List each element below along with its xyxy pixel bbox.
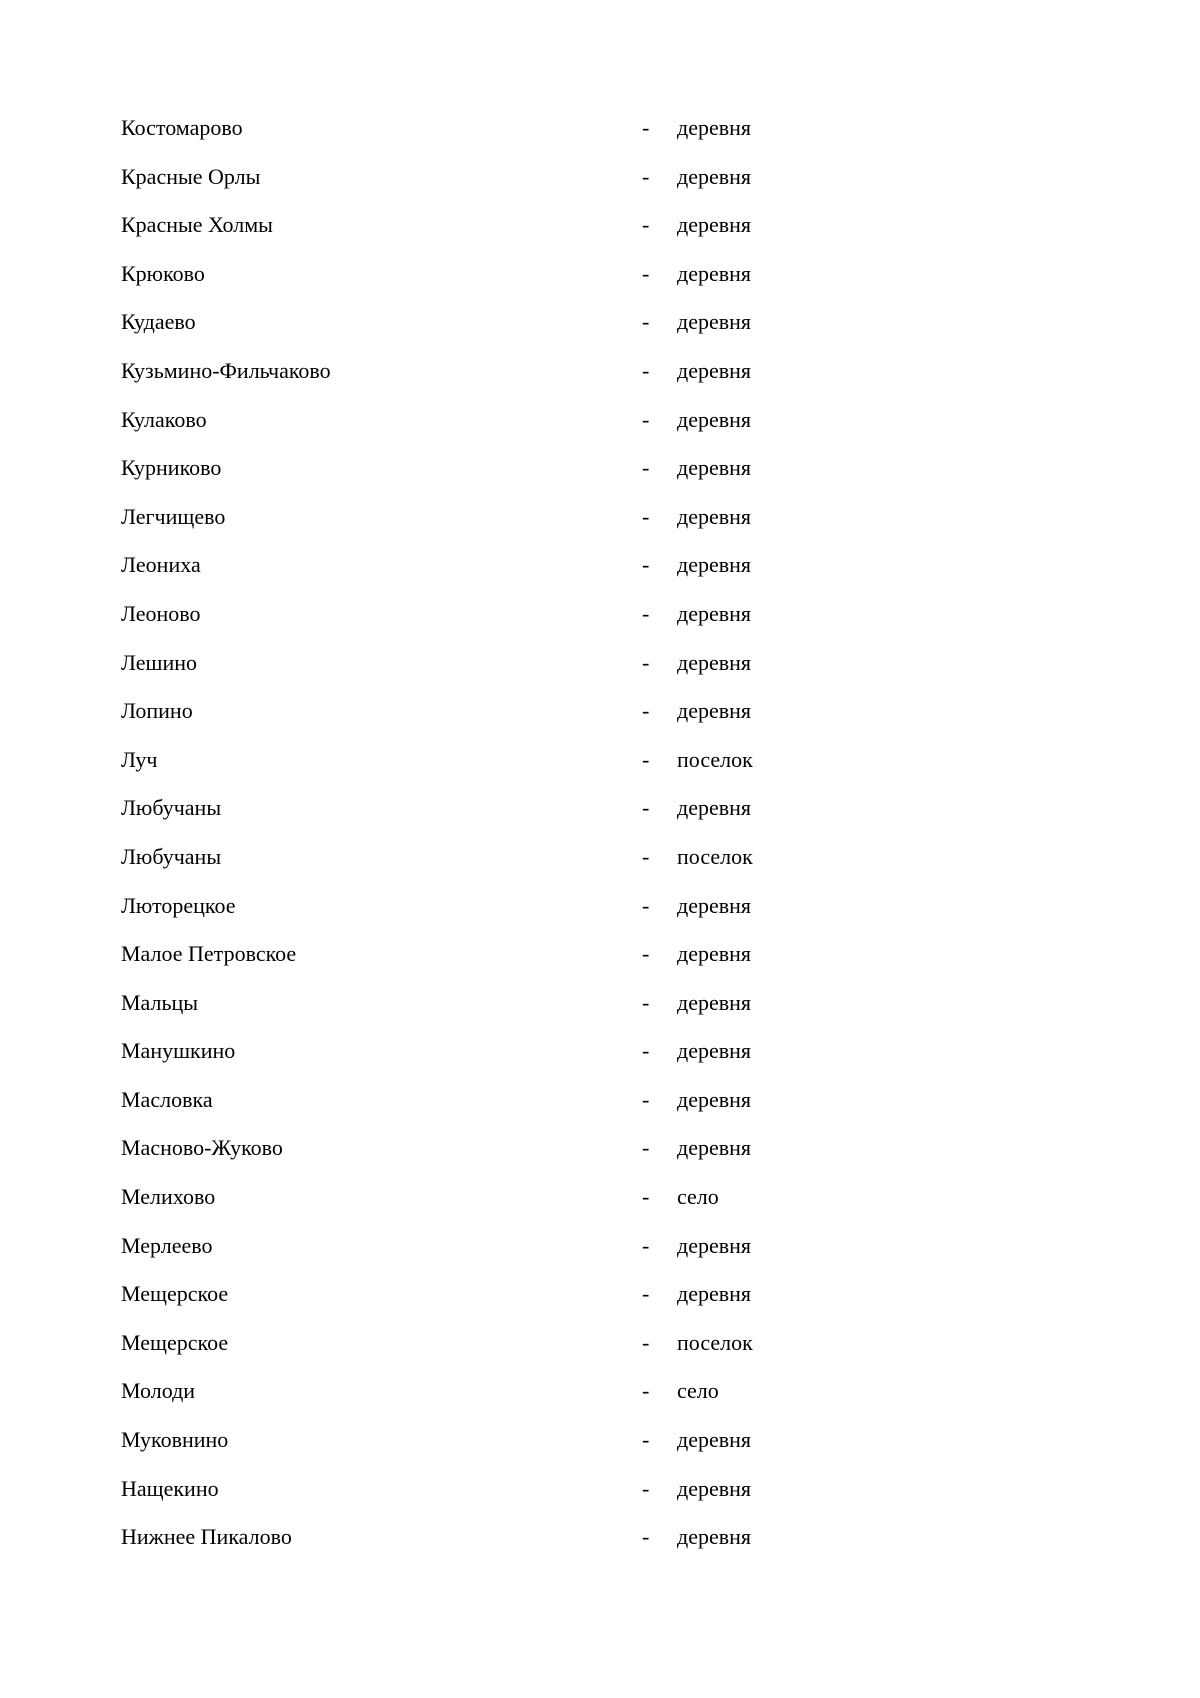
list-item (121, 1420, 921, 1469)
settlement-type: деревня (677, 455, 752, 481)
separator-dash: - (642, 115, 650, 140)
separator-dash: - (642, 1232, 650, 1258)
settlement-type: поселок (677, 843, 753, 869)
separator-dash: - (642, 1378, 650, 1404)
settlement-name: Мерлеево (121, 1232, 213, 1258)
separator-dash: - (642, 260, 650, 286)
settlement-type: деревня (677, 552, 752, 578)
list-item (121, 1128, 921, 1177)
list-item (121, 983, 921, 1032)
settlement-name: Мещерское (121, 1329, 229, 1355)
settlement-name: Лопино (121, 698, 193, 724)
settlement-name: Любучаны (121, 843, 222, 869)
list-item (121, 691, 921, 740)
settlement-type: деревня (677, 1281, 752, 1307)
settlement-name: Масново-Жуково (121, 1135, 283, 1161)
settlement-type: деревня (677, 698, 752, 724)
list-item (121, 740, 921, 789)
separator-dash: - (642, 989, 650, 1015)
settlement-name: Кузьмино-Фильчаково (121, 357, 331, 383)
settlement-name: Костомарово (121, 115, 243, 140)
settlement-type: деревня (677, 212, 752, 238)
settlement-type: поселок (677, 1329, 753, 1355)
settlement-name: Крюково (121, 260, 205, 286)
settlement-name: Люторецкое (121, 892, 236, 918)
settlement-name: Легчищево (121, 503, 226, 529)
settlement-name: Лeониха (121, 552, 201, 578)
separator-dash: - (642, 1038, 650, 1064)
settlement-name: Манушкино (121, 1038, 236, 1064)
settlement-type: село (677, 1378, 719, 1404)
list-item (121, 1274, 921, 1323)
list-item (121, 400, 921, 449)
list-item (121, 1517, 921, 1566)
list-item (121, 643, 921, 692)
settlement-type: деревня (677, 1475, 752, 1501)
list-item (121, 1226, 921, 1275)
list-item (121, 1469, 921, 1518)
settlement-name: Муковнино (121, 1427, 229, 1453)
list-item (121, 1323, 921, 1372)
settlement-type: деревня (677, 649, 752, 675)
separator-dash: - (642, 1184, 650, 1210)
settlement-type: деревня (677, 989, 752, 1015)
settlement-type: деревня (677, 309, 752, 335)
list-item (121, 837, 921, 886)
settlement-type: село (677, 1184, 719, 1210)
settlement-name: Курниково (121, 455, 222, 481)
list-item (121, 205, 921, 254)
list-item (121, 594, 921, 643)
separator-dash: - (642, 503, 650, 529)
settlement-type: деревня (677, 503, 752, 529)
settlement-type: деревня (677, 941, 752, 967)
list-item (121, 254, 921, 303)
settlement-name: Красные Орлы (121, 163, 261, 189)
separator-dash: - (642, 941, 650, 967)
list-item (121, 545, 921, 594)
separator-dash: - (642, 795, 650, 821)
list-item (121, 934, 921, 983)
settlement-list (121, 108, 921, 1566)
settlement-name: Кудаево (121, 309, 196, 335)
separator-dash: - (642, 1281, 650, 1307)
settlement-name: Красные Холмы (121, 212, 273, 238)
settlement-name: Любучаны (121, 795, 222, 821)
separator-dash: - (642, 1329, 650, 1355)
separator-dash: - (642, 746, 650, 772)
separator-dash: - (642, 892, 650, 918)
settlement-name: Леоново (121, 600, 201, 626)
separator-dash: - (642, 649, 650, 675)
settlement-type: деревня (677, 260, 752, 286)
separator-dash: - (642, 406, 650, 432)
separator-dash: - (642, 1475, 650, 1501)
settlement-type: деревня (677, 1086, 752, 1112)
settlement-name: Нащекино (121, 1475, 219, 1501)
settlement-type: деревня (677, 357, 752, 383)
separator-dash: - (642, 357, 650, 383)
settlement-name: Мещерское (121, 1281, 229, 1307)
settlement-name: Нижнее Пикалово (121, 1524, 292, 1550)
list-item (121, 1031, 921, 1080)
settlement-type: деревня (677, 163, 752, 189)
settlement-type: деревня (677, 1524, 752, 1550)
separator-dash: - (642, 455, 650, 481)
settlement-name: Луч (121, 746, 158, 772)
separator-dash: - (642, 552, 650, 578)
separator-dash: - (642, 1427, 650, 1453)
list-item (121, 886, 921, 935)
separator-dash: - (642, 698, 650, 724)
list-item (121, 788, 921, 837)
separator-dash: - (642, 163, 650, 189)
settlement-type: деревня (677, 1427, 752, 1453)
settlement-type: деревня (677, 406, 752, 432)
settlement-type: деревня (677, 600, 752, 626)
settlement-type: деревня (677, 1232, 752, 1258)
separator-dash: - (642, 843, 650, 869)
settlement-name: Кулаково (121, 406, 207, 432)
list-item (121, 1080, 921, 1129)
separator-dash: - (642, 1135, 650, 1161)
settlement-name: Молоди (121, 1378, 196, 1404)
list-item (121, 497, 921, 546)
settlement-type: деревня (677, 1135, 752, 1161)
settlement-name: Малое Петровское (121, 941, 297, 967)
separator-dash: - (642, 212, 650, 238)
settlement-name: Мальцы (121, 989, 199, 1015)
list-item (121, 351, 921, 400)
settlement-type: поселок (677, 746, 753, 772)
list-item (121, 108, 921, 157)
list-item (121, 157, 921, 206)
settlement-type: деревня (677, 115, 752, 140)
settlement-type: деревня (677, 892, 752, 918)
separator-dash: - (642, 600, 650, 626)
settlement-type: деревня (677, 1038, 752, 1064)
separator-dash: - (642, 309, 650, 335)
list-item (121, 448, 921, 497)
separator-dash: - (642, 1086, 650, 1112)
list-item (121, 1177, 921, 1226)
settlement-type: деревня (677, 795, 752, 821)
list-item (121, 1371, 921, 1420)
settlement-name: Мелихово (121, 1184, 216, 1210)
separator-dash: - (642, 1524, 650, 1550)
settlement-name: Масловка (121, 1086, 213, 1112)
settlement-name: Лешино (121, 649, 198, 675)
list-item (121, 302, 921, 351)
